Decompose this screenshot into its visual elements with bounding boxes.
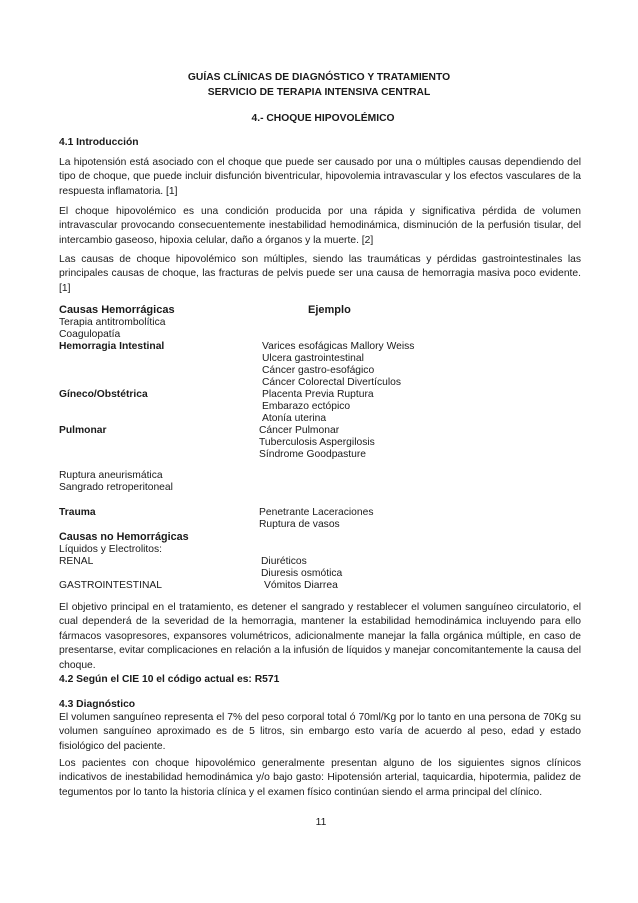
example-item: Ulcera gastrointestinal — [262, 353, 364, 364]
intestinal-examples — [262, 341, 414, 389]
liquids-label: Líquidos y Electrolitos: — [59, 544, 163, 555]
example-item: Diuresis osmótica — [261, 568, 343, 579]
pulmonar-examples — [259, 425, 375, 461]
page-number: 11 — [315, 817, 327, 828]
gastrointestinal-example: Vómitos Diarrea — [264, 580, 338, 591]
cause-item: Coagulopatía — [59, 329, 121, 340]
example-item: Cáncer Colorectal Divertículos — [262, 377, 402, 388]
example-item: Atonía uterina — [262, 413, 327, 424]
intro-paragraph-1: La hipotensión está asociado con el choque que puede ser causado por una o múltiples causas dependiendo del tipo de choque, que puede incluir disfunción biventricular, hipovolemia intravascular y los efectos vasculares de la respuesta inflamatoria. [1] — [59, 157, 581, 197]
renal-examples — [261, 556, 342, 580]
intro-heading: 4.1 Introducción — [59, 137, 139, 148]
example-item: Varices esofágicas Mallory Weiss — [262, 341, 415, 352]
cause-label-gineco: Gíneco/Obstétrica — [59, 389, 148, 400]
hemorrhagic-causes-list-1 — [59, 317, 165, 341]
objective-paragraph: El objetivo principal en el tratamiento, es detener el sangrado y restablecer el volumen sanguíneo circulatorio, el cual dependerá de la severidad de la hemorragia, mantener la estabilidad hemodinámica incluyendo para ello fármacos vasopresores, expansores volumétricos, adicionalmente manejar la falla orgánica múltiple, en caso de presentarse, evitar complicaciones en relación a la infusión de líquidos y manejar concomitantemente la causa del choque. — [59, 602, 581, 671]
example-column-header: Ejemplo — [308, 304, 351, 316]
example-item: Ruptura de vasos — [259, 519, 340, 530]
cause-label-renal: RENAL — [59, 556, 94, 567]
causes-column-header: Causas Hemorrágicas — [59, 304, 175, 316]
example-item: Tuberculosis Aspergilosis — [259, 437, 375, 448]
cause-label-gastrointestinal: GASTROINTESTINAL — [59, 580, 162, 591]
diagnosis-paragraph-2: Los pacientes con choque hipovolémico generalmente presentan alguno de los siguientes signos clínicos indicativos de inestabilidad hemodinámica y/o bajo gasto: Hipotensión arterial, taquicardia, hipotermia, palidez de tegumentos por lo tanto la historia clínica y el examen físico continúan siendo el arma principal del clínico. — [59, 758, 581, 798]
cause-item: Ruptura aneurismática — [59, 470, 163, 481]
chapter-title: 4.- CHOQUE HIPOVOLÉMICO — [251, 113, 395, 124]
diagnosis-heading: 4.3 Diagnóstico — [59, 699, 136, 710]
trauma-examples — [259, 507, 374, 531]
cause-label-trauma: Trauma — [59, 507, 96, 518]
diagnosis-paragraph-1: El volumen sanguíneo representa el 7% del peso corporal total ó 70ml/Kg por lo tanto en una persona de 70Kg su volumen sanguíneo aproximado es de 5 litros, sin embargo esto varía de acuerdo al peso, edad y estado fisiológico del paciente. — [59, 712, 581, 752]
cie-heading: 4.2 Según el CIE 10 el código actual es: R571 — [59, 674, 280, 685]
example-item: Cáncer Pulmonar — [259, 425, 340, 436]
example-item: Cáncer gastro-esofágico — [262, 365, 375, 376]
example-item: Placenta Previa Ruptura — [262, 389, 374, 400]
cause-item: Terapia antitrombolítica — [59, 317, 166, 328]
example-item: Penetrante Laceraciones — [259, 507, 374, 518]
header-subtitle: SERVICIO DE TERAPIA INTENSIVA CENTRAL — [207, 87, 431, 98]
non-hemorrhagic-heading: Causas no Hemorrágicas — [59, 531, 189, 543]
intro-paragraph-3: Las causas de choque hipovolémico son múltiples, siendo las traumáticas y pérdidas gastrointestinales las principales causas de choque, las fracturas de pelvis puede ser una causa de hemorragia masiva poco evidente. [1] — [59, 254, 581, 294]
example-item: Síndrome Goodpasture — [259, 449, 367, 460]
cause-label-intestinal: Hemorragia Intestinal — [59, 341, 165, 352]
intro-paragraph-2: El choque hipovolémico es una condición producida por una rápida y significativa pérdida de volumen intravascular provocando consecuentemente inestabilidad hemodinámica, disminución de la perfusión tisular, del intercambio gaseoso, hipoxia celular, daño a órganos y la muerte. [2] — [59, 206, 581, 246]
cause-item: Sangrado retroperitoneal — [59, 482, 173, 493]
cause-label-pulmonar: Pulmonar — [59, 425, 107, 436]
gineco-examples — [262, 389, 374, 425]
example-item: Embarazo ectópico — [262, 401, 351, 412]
example-item: Diuréticos — [261, 556, 307, 567]
header-title: GUÍAS CLÍNICAS DE DIAGNÓSTICO Y TRATAMIENTO — [187, 72, 451, 83]
hemorrhagic-causes-list-2 — [59, 470, 173, 494]
